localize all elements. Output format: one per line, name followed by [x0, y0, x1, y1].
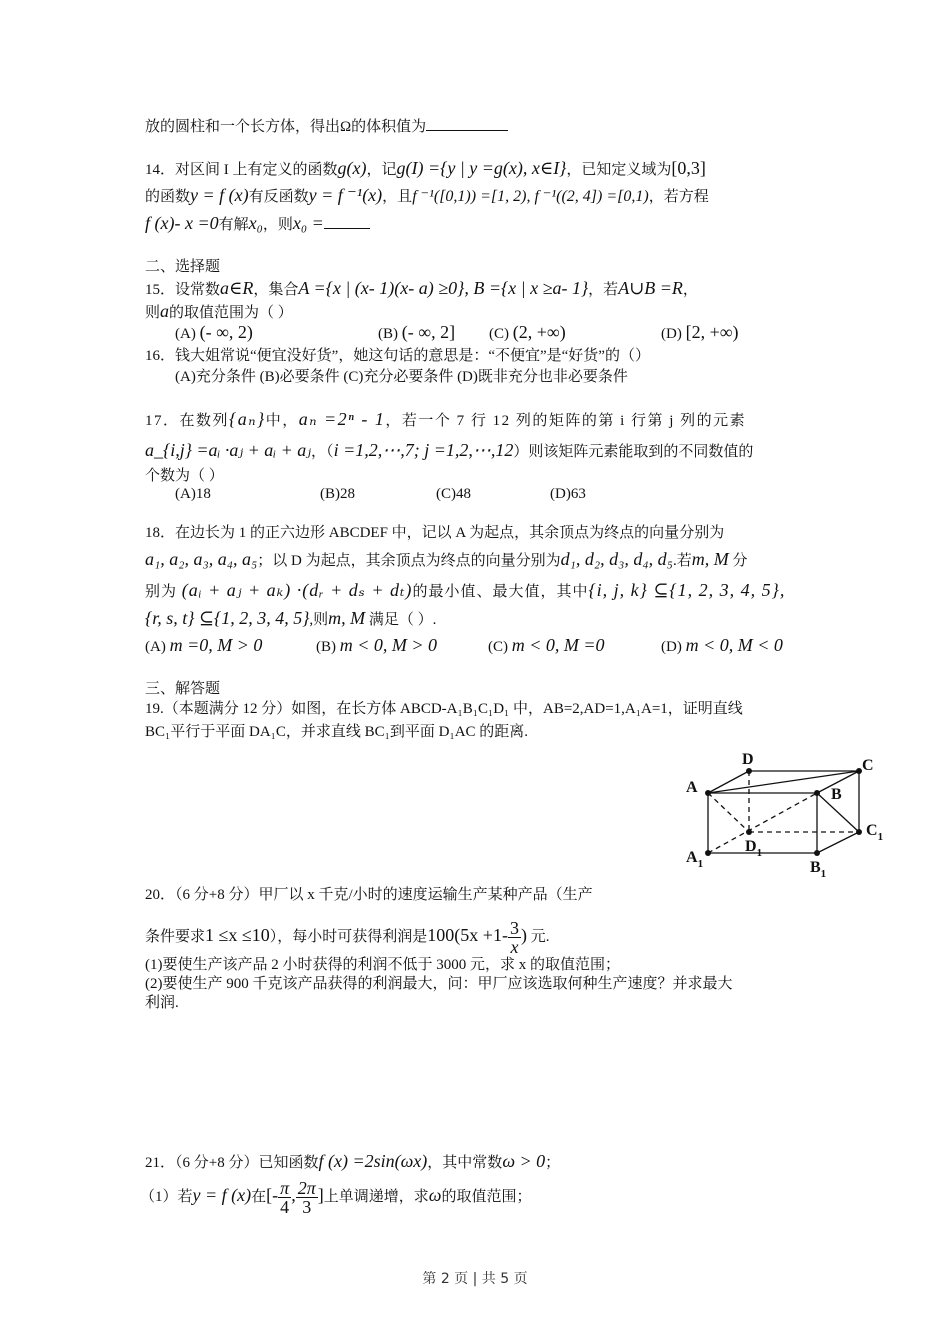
q18-text: 别为: [145, 584, 178, 600]
q14-text: ，记: [366, 162, 397, 178]
q21-text: 上单调递增，求: [323, 1189, 429, 1205]
math: [0,3]: [671, 158, 706, 178]
q15-text: ，若: [588, 282, 619, 298]
q15-text: 则: [145, 305, 161, 321]
q18-option-a: (A) m =0, M > 0: [145, 635, 263, 655]
q20-part1: (1)要使生产该产品 2 小时获得的利润不低于 3000 元，求 x 的取值范围；: [145, 957, 620, 973]
q15-text: ，集合: [253, 282, 299, 298]
math: m, M: [328, 608, 366, 628]
q14-text: 有反函数: [248, 189, 309, 205]
math: ω: [428, 1185, 442, 1205]
q16-options: (A)充分条件 (B)必要条件 (C)充分必要条件 (D)既非充分也非必要条件: [175, 369, 628, 385]
q17-line3: 个数为（ ）: [145, 468, 224, 484]
svg-text:A: A: [686, 779, 698, 796]
math: f (x)- x =0: [145, 213, 219, 233]
math: x₀ =: [292, 213, 324, 233]
math: (aᵢ + aⱼ + aₖ) ·(dᵣ + dₛ + dₜ): [181, 580, 413, 600]
math: ): [520, 925, 527, 945]
q15-option-d: (D) [2, +∞): [661, 322, 739, 342]
math: {aₙ}: [229, 409, 266, 429]
q21-line1: [145, 1151, 560, 1173]
svg-text:A1: $A_1$: [686, 849, 704, 870]
q17-option-d: (D)63: [550, 486, 586, 502]
q14-text: ，则: [262, 217, 293, 233]
q17-option-c: (C)48: [436, 486, 471, 502]
q20-text: 元.: [530, 929, 550, 945]
q14-text: ，且: [382, 189, 413, 205]
q19-line1: 19.（本题满分 12 分）如图，在长方体 ABCD-A₁B₁C₁D₁ 中，AB=2,AD=1,A₁A=1，证明直线: [145, 701, 743, 717]
svg-text:D1: $D_1$: [745, 838, 763, 859]
math: aₙ =2ⁿ - 1: [298, 409, 386, 429]
math: m, M: [691, 549, 729, 569]
q18-text: 分: [732, 553, 748, 569]
q20-part2: (2)要使生产 900 千克该产品获得的利润最大，问：甲厂应该选取何种生产速度？并求最大: [145, 976, 733, 992]
section-title: 二、选择题: [145, 259, 221, 275]
q20-line1: 20．（6 分+8 分）甲厂以 x 千克/小时的速度运输生产某种产品（生产: [145, 887, 593, 903]
math: {i, j, k} ⊆{1, 2, 3, 4, 5},: [588, 580, 786, 600]
math: {r, s, t} ⊆{1, 2, 3, 4, 5}: [145, 608, 310, 628]
q18-option-d: (D) m < 0, M < 0: [661, 635, 783, 655]
math: y = f (x): [190, 185, 249, 205]
q14-text: 的函数: [145, 189, 191, 205]
math: 100(5x +1-: [427, 925, 508, 945]
label-d: D: [742, 751, 754, 768]
q17-text: ）则该矩阵元素能取到的不同数值的: [513, 444, 754, 460]
svg-text:B: B: [831, 786, 842, 803]
q14-text: ，已知定义域为: [566, 162, 672, 178]
fraction: $\frac{2\pi}{3}$: [297, 1178, 316, 1218]
math: a_{i,j} =aᵢ ·aⱼ + aᵢ + aⱼ: [145, 440, 312, 460]
q20-line2: [145, 915, 550, 958]
q15-line1: 15．设常数a∈R，集合A ={x | (x- 1)(x- a) ≥0}, B ={x | x ≥a- 1}，若A∪B =R，: [145, 278, 698, 298]
math: y = f (x): [192, 1185, 252, 1205]
q15-option-c: (C) (2, +∞): [489, 322, 566, 342]
math: i =1,2,⋯,7; j =1,2,⋯,12: [333, 440, 514, 460]
math: x₀: [248, 213, 263, 233]
math: a₁, a₂, a₃, a₄, a₅: [145, 549, 258, 569]
q18-option-b: (B) m < 0, M > 0: [316, 635, 438, 655]
math: 1 ≤x ≤10: [205, 925, 270, 945]
math: [-: [266, 1185, 279, 1205]
fraction: $\frac{\pi}{4}$: [280, 1178, 290, 1218]
q14-text: 14．对区间 I 上有定义的函数: [145, 162, 338, 178]
q19-line2: BC₁平行于平面 DA₁C，并求直线 BC₁到平面 D₁AC 的距离.: [145, 724, 529, 740]
q17-text: ，若一个 7 行 12 列的矩阵的第 i 行第 j 列的元素: [385, 413, 747, 429]
q17-text: 17．在数列: [145, 413, 230, 429]
svg-text:C1: $C_1$: [866, 822, 884, 843]
q15-text: 15．设常数: [145, 282, 221, 298]
math: a: [160, 301, 170, 321]
fraction: $\frac{3}{x}$: [509, 918, 519, 958]
q18-line1: 18．在边长为 1 的正六边形 ABCDEF 中，记以 A 为起点，其余顶点为终点的向量分别为: [145, 525, 725, 541]
math: g(I) ={y | y =g(x), x∈I}: [396, 158, 567, 178]
q13-text: 放的圆柱和一个长方体，得出Ω的体积值为: [145, 119, 427, 135]
q17-option-a: (A)18: [175, 486, 211, 502]
page-footer: 第 2 页 | 共 5 页: [422, 1271, 528, 1287]
math: f (x) =2sin(ωx): [318, 1151, 428, 1171]
math: d₁, d₂, d₃, d₄, d₅: [560, 549, 673, 569]
q18-text: 满足（ ）.: [368, 612, 437, 628]
q20-part2-cont: 利润.: [145, 995, 179, 1011]
math: g(x): [337, 158, 367, 178]
q15-option-a: (A) (- ∞, 2): [175, 322, 253, 342]
q21-text: （1）若: [140, 1189, 193, 1205]
math: y = f ⁻¹(x): [308, 185, 383, 205]
math: A∪B =R: [618, 278, 683, 298]
section-title: 三、解答题: [145, 681, 221, 697]
math: a∈R: [220, 278, 254, 298]
q21-part1: （1）若y = f (x)在[- $\frac{\pi}{4}$ , $\frac{2\pi}{3}$ ]上单调递增，求ω的取值范围；: [140, 1178, 532, 1218]
math: ω > 0: [502, 1151, 546, 1171]
q21-text: ；: [545, 1155, 561, 1171]
q17-text: 中，: [265, 413, 299, 429]
q14-text: ，若方程: [648, 189, 709, 205]
q15-text: 的取值范围为（ ）: [169, 305, 293, 321]
q17-text: ，（: [311, 444, 334, 460]
q21-text: ，其中常数: [427, 1155, 503, 1171]
q18-text: .若: [672, 553, 692, 569]
q16-stem: 16．钱大姐常说“便宜没好货”，她这句话的意思是：“不便宜”是“好货”的（）: [145, 348, 650, 364]
q14-text: 有解: [218, 217, 249, 233]
q20-text: 条件要求: [145, 929, 206, 945]
q21-text: 在: [251, 1189, 267, 1205]
q18-text: ,则: [309, 612, 329, 628]
q18-option-c: (C) m < 0, M =0: [488, 635, 605, 655]
q18-text: 的最小值、最大值，其中: [412, 584, 589, 600]
svg-text:C: C: [862, 757, 874, 774]
q21-text: 的取值范围；: [441, 1189, 532, 1205]
q20-text: ），每小时可获得利润是: [269, 929, 428, 945]
q17-option-b: (B)28: [320, 486, 355, 502]
math: ]: [317, 1185, 324, 1205]
q15-option-b: (B) (- ∞, 2]: [378, 322, 456, 342]
svg-text:B1: $B_1$: [810, 859, 827, 880]
math: A ={x | (x- 1)(x- a) ≥0}, B ={x | x ≥a- 1}: [298, 278, 589, 298]
q18-text: ；以 D 为起点，其余顶点为终点的向量分别为: [257, 553, 561, 569]
q21-text: 21．（6 分+8 分）已知函数: [145, 1155, 319, 1171]
math: f ⁻¹([0,1)) =[1, 2), f ⁻¹((2, 4]) =[0,1): [412, 188, 649, 205]
